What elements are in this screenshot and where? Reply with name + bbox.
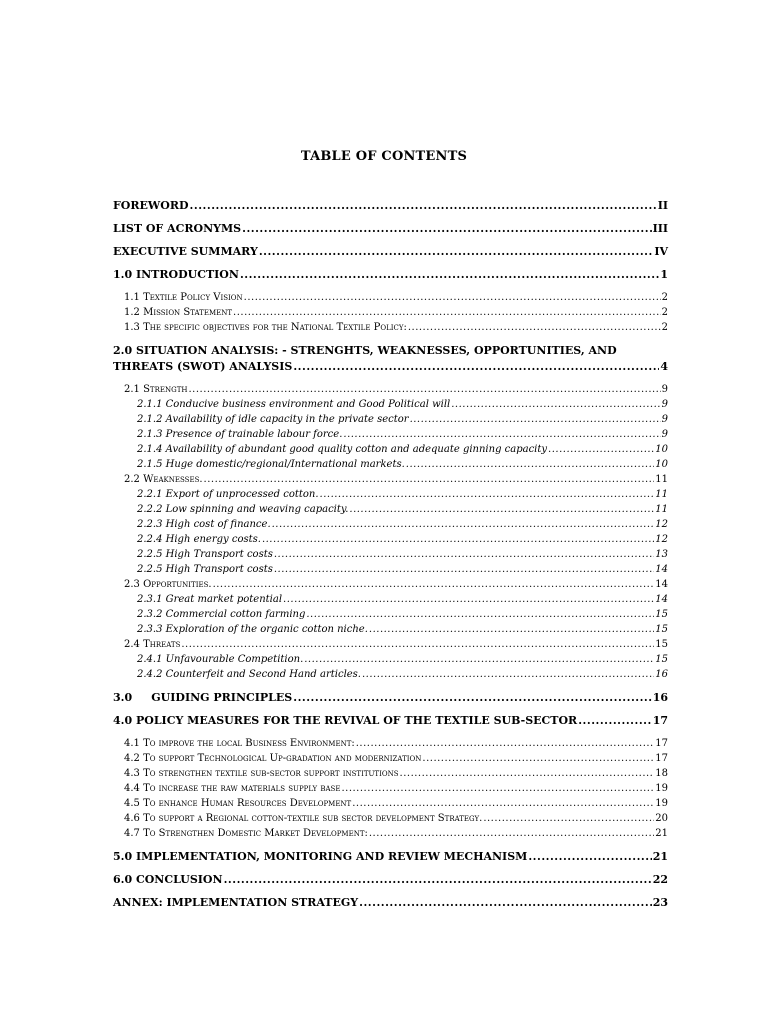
leader-dots xyxy=(224,872,652,887)
toc-entry[interactable] xyxy=(113,397,668,412)
toc-entry-page: 14 xyxy=(655,594,668,605)
toc-entry[interactable] xyxy=(113,290,668,305)
toc-entry[interactable] xyxy=(113,412,668,427)
leader-dots xyxy=(274,562,654,577)
toc-entry[interactable] xyxy=(113,736,668,751)
leader-dots xyxy=(233,305,661,320)
leader-dots xyxy=(204,472,655,487)
toc-entry[interactable] xyxy=(113,607,668,622)
toc-entry-label: 2.2.2 Low spinning and weaving capacity. xyxy=(137,504,349,515)
leader-dots xyxy=(528,849,651,864)
leader-dots xyxy=(356,736,655,751)
leader-dots xyxy=(283,592,654,607)
toc-entry-label: 2.2.5 High Transport costs xyxy=(137,549,273,560)
toc-entry[interactable] xyxy=(113,766,668,781)
leader-dots xyxy=(408,320,661,335)
toc-entry[interactable] xyxy=(113,751,668,766)
toc-entry-label: 4.1 To improve the local Business Environment: xyxy=(124,738,355,749)
toc-entry[interactable] xyxy=(113,427,668,442)
toc-entry-label: 4.6 To support a Regional cotton-textile sub sector development Strategy. xyxy=(124,813,483,824)
toc-entry-page: 17 xyxy=(652,714,668,727)
leader-dots xyxy=(341,781,654,796)
leader-dots xyxy=(349,502,654,517)
toc-entry[interactable] xyxy=(113,320,668,335)
leader-dots xyxy=(369,622,654,637)
toc-entry-page: 21 xyxy=(655,828,668,839)
toc-entry-page: 9 xyxy=(661,414,668,425)
toc-entry[interactable] xyxy=(113,267,668,282)
toc-entry[interactable] xyxy=(113,457,668,472)
toc-entry-page: 9 xyxy=(661,384,668,395)
toc-entry-page: 9 xyxy=(661,429,668,440)
toc-entry-label: 2.2 Weaknesses. xyxy=(124,474,203,485)
leader-dots xyxy=(242,221,651,236)
leader-dots xyxy=(400,766,655,781)
toc-entry[interactable] xyxy=(113,382,668,397)
toc-entry-label: 2.1.4 Availability of abundant good quality cotton and adequate ginning capacity xyxy=(137,444,548,455)
toc-entry-label: 2.3 Opportunities. xyxy=(124,579,212,590)
toc-entry-page: 14 xyxy=(655,579,668,590)
toc-entry-page: 10 xyxy=(655,459,668,470)
leader-dots xyxy=(262,532,654,547)
toc-entry[interactable] xyxy=(113,872,668,887)
toc-entry-label: 2.1 Strength xyxy=(124,384,188,395)
leader-dots xyxy=(293,690,651,705)
toc-entry[interactable] xyxy=(113,781,668,796)
toc-entry[interactable] xyxy=(113,690,668,705)
toc-entry[interactable] xyxy=(113,221,668,236)
toc-entry-page: 19 xyxy=(655,783,668,794)
toc-entry[interactable] xyxy=(113,343,668,374)
toc-entry-label: FOREWORD xyxy=(113,199,189,212)
leader-dots xyxy=(422,751,654,766)
leader-dots xyxy=(190,198,657,213)
leader-dots xyxy=(359,895,652,910)
leader-dots xyxy=(244,290,661,305)
toc-entry-page: 22 xyxy=(652,873,668,886)
toc-entry-page: 12 xyxy=(655,519,668,530)
toc-entry-page: IV xyxy=(654,245,668,258)
toc-entry-page: 11 xyxy=(655,489,668,500)
leader-dots xyxy=(181,637,654,652)
leader-dots xyxy=(213,577,655,592)
toc-entry-page: 15 xyxy=(655,654,668,665)
leader-dots xyxy=(548,442,654,457)
toc-entry-page: II xyxy=(657,199,668,212)
toc-entry-label: 4.5 To enhance Human Resources Development xyxy=(124,798,352,809)
toc-entry-label: 4.3 To strengthen textile sub-sector support institutions xyxy=(124,768,399,779)
leader-dots xyxy=(259,244,654,259)
toc-entry-label: EXECUTIVE SUMMARY xyxy=(113,245,258,258)
toc-entry-page: 16 xyxy=(655,669,668,680)
toc-entry[interactable] xyxy=(113,502,668,517)
toc-entry-label: ANNEX: IMPLEMENTATION STRATEGY xyxy=(113,896,359,909)
toc-entry-page: 2 xyxy=(661,307,668,318)
toc-entry-label: 4.7 To Strengthen Domestic Market Development: xyxy=(124,828,368,839)
toc-entry[interactable] xyxy=(113,517,668,532)
toc-entry-page: 15 xyxy=(655,624,668,635)
leader-dots xyxy=(320,487,655,502)
toc-entry[interactable] xyxy=(113,826,668,841)
toc-entry-page: 9 xyxy=(661,399,668,410)
toc-entry-page: 2 xyxy=(661,292,668,303)
toc-entry-label: 2.2.3 High cost of finance. xyxy=(137,519,271,530)
toc-entry-label: 1.3 The specific objectives for the National Textile Policy: xyxy=(124,322,407,333)
toc-entry-label: 1.2 Mission Statement xyxy=(124,307,233,318)
toc-entry-page: 18 xyxy=(655,768,668,779)
toc-entry[interactable] xyxy=(113,577,668,592)
toc-entry-page: 14 xyxy=(655,564,668,575)
toc-entry-label: 2.1.1 Conducive business environment and Good Political will xyxy=(137,399,451,410)
leader-dots xyxy=(306,607,654,622)
leader-dots xyxy=(578,713,651,728)
toc-entry[interactable] xyxy=(113,796,668,811)
toc-entry-page: 11 xyxy=(655,504,668,515)
toc-entry-page: 19 xyxy=(655,798,668,809)
toc-entry[interactable] xyxy=(113,637,668,652)
toc-entry-page: 11 xyxy=(655,474,668,485)
toc-entry-page: 17 xyxy=(655,753,668,764)
toc-entry-page: III xyxy=(652,222,668,235)
toc-entry-label: 2.4.1 Unfavourable Competition. xyxy=(137,654,304,665)
toc-entry[interactable] xyxy=(113,895,668,910)
toc-entry[interactable] xyxy=(113,667,668,682)
page-title: TABLE OF CONTENTS xyxy=(300,149,468,164)
toc-entry-label: 2.3.2 Commercial cotton farming xyxy=(137,609,306,620)
toc-entry-page: 15 xyxy=(655,639,668,650)
toc-entry-page: 16 xyxy=(652,691,668,704)
toc-entry-label: 2.2.1 Export of unprocessed cotton. xyxy=(137,489,319,500)
toc-entry-label: 2.4 Threats xyxy=(124,639,181,650)
toc-entry[interactable] xyxy=(113,562,668,577)
toc-entry-page: 13 xyxy=(655,549,668,560)
toc-entry[interactable] xyxy=(113,442,668,457)
toc-entry-label: 4.2 To support Technological Up-gradation and modernization xyxy=(124,753,422,764)
toc-entry[interactable] xyxy=(113,652,668,667)
toc-entry-page: 12 xyxy=(655,534,668,545)
leader-dots xyxy=(410,412,661,427)
table-of-contents xyxy=(113,198,668,910)
toc-entry-label: 5.0 IMPLEMENTATION, MONITORING AND REVIEW MECHANISM xyxy=(113,850,528,863)
toc-entry-label: 2.1.5 Huge domestic/regional/International markets. xyxy=(137,459,405,470)
leader-dots xyxy=(369,826,654,841)
toc-entry[interactable] xyxy=(113,198,668,213)
toc-entry-label: 3.0 GUIDING PRINCIPLES xyxy=(113,691,293,704)
toc-entry[interactable] xyxy=(113,849,668,864)
toc-entry-label: 6.0 CONCLUSION xyxy=(113,873,223,886)
toc-entry-label: 1.0 INTRODUCTION xyxy=(113,268,239,281)
toc-entry-label: 2.4.2 Counterfeit and Second Hand articles. xyxy=(137,669,361,680)
toc-entry-label: 2.3.1 Great market potential xyxy=(137,594,283,605)
toc-entry[interactable] xyxy=(113,487,668,502)
toc-entry-page: 17 xyxy=(655,738,668,749)
toc-entry-page: 15 xyxy=(655,609,668,620)
toc-entry-label: 4.0 POLICY MEASURES FOR THE REVIVAL OF THE TEXTILE SUB-SECTOR xyxy=(113,714,578,727)
toc-entry-page: 1 xyxy=(660,268,668,281)
toc-entry[interactable] xyxy=(113,713,668,728)
toc-entry-label: 2.2.4 High energy costs. xyxy=(137,534,261,545)
leader-dots xyxy=(293,359,659,374)
toc-entry-label: THREATS (SWOT) ANALYSIS xyxy=(113,360,293,373)
toc-entry-label: 2.3.3 Exploration of the organic cotton niche. xyxy=(137,624,368,635)
toc-entry-page: 2 xyxy=(661,322,668,333)
leader-dots xyxy=(362,667,654,682)
toc-entry-label: LIST OF ACRONYMS xyxy=(113,222,242,235)
leader-dots xyxy=(406,457,654,472)
leader-dots xyxy=(343,427,660,442)
toc-entry[interactable] xyxy=(113,305,668,320)
leader-dots xyxy=(304,652,654,667)
leader-dots xyxy=(352,796,654,811)
leader-dots xyxy=(483,811,654,826)
toc-entry-page: 20 xyxy=(655,813,668,824)
toc-entry-label: 2.1.3 Presence of trainable labour force. xyxy=(137,429,343,440)
toc-entry-label: 2.1.2 Availability of idle capacity in the private sector xyxy=(137,414,409,425)
toc-entry[interactable] xyxy=(113,811,668,826)
toc-entry-page: 10 xyxy=(655,444,668,455)
toc-entry-label-line1: 2.0 SITUATION ANALYSIS: - STRENGHTS, WEAKNESSES, OPPORTUNITIES, AND xyxy=(113,344,617,357)
toc-entry-page: 4 xyxy=(660,360,668,373)
toc-entry[interactable] xyxy=(113,532,668,547)
toc-entry[interactable] xyxy=(113,592,668,607)
toc-entry[interactable] xyxy=(113,547,668,562)
leader-dots xyxy=(451,397,660,412)
leader-dots xyxy=(272,517,655,532)
toc-entry-page: 23 xyxy=(652,896,668,909)
leader-dots xyxy=(240,267,659,282)
toc-entry-page: 21 xyxy=(652,850,668,863)
leader-dots xyxy=(274,547,654,562)
toc-entry[interactable] xyxy=(113,244,668,259)
toc-entry-label: 1.1 Textile Policy Vision xyxy=(124,292,243,303)
toc-entry[interactable] xyxy=(113,472,668,487)
leader-dots xyxy=(188,382,660,397)
toc-entry-label: 4.4 To increase the raw materials supply base xyxy=(124,783,341,794)
toc-entry-label: 2.2.5 High Transport costs xyxy=(137,564,273,575)
toc-entry[interactable] xyxy=(113,622,668,637)
